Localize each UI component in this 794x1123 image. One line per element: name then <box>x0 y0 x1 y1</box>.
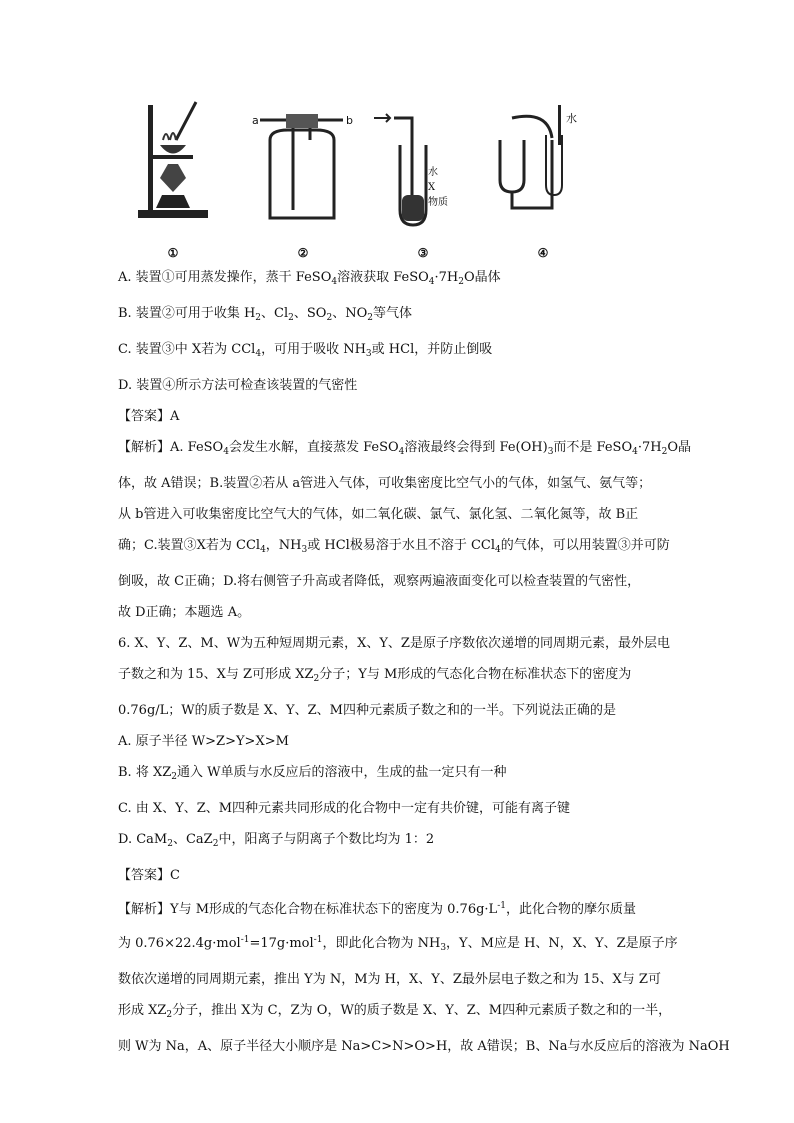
text-run: 6. X、Y、Z、M、W为五种短周期元素，X、Y、Z是原子序数依次递增的同周期元素，最外层电 <box>118 636 670 651</box>
q5-analysis-line <box>118 468 684 499</box>
subscript: 4 <box>632 447 638 457</box>
figure-1 <box>118 100 228 260</box>
text-run: ，Y、M应是 H、N，X、Y、Z是原子序 <box>446 936 678 951</box>
q6-option-c <box>118 793 684 824</box>
text-run: ·7H <box>637 440 662 455</box>
text-run: 溶液获取 FeSO <box>337 270 429 285</box>
q6-option-b <box>118 757 684 793</box>
text-run: 确；C.装置③X若为 CCl <box>118 538 261 553</box>
q6-stem-line <box>118 659 684 695</box>
text-run: 等气体 <box>372 306 412 321</box>
text-run: 或 HCl，并防止倒吸 <box>371 342 493 357</box>
absorption-test-tube-icon <box>368 100 478 230</box>
text-run: 【解析】Y与 M形成的气态化合物在标准状态下的密度为 0.76g·L <box>118 902 498 917</box>
q6-stem-line <box>118 695 684 726</box>
q5-analysis-line <box>118 530 684 566</box>
water-label: 水 <box>566 112 577 125</box>
text-run: 分子，推出 X为 C，Z为 O，W的质子数是 X、Y、Z、M四种元素质子数之和的一半， <box>172 1003 672 1018</box>
text-run: 、SO <box>293 306 327 321</box>
q5-analysis-line <box>118 499 684 530</box>
tube-a-label: a <box>252 114 259 127</box>
text-run: 为 0.76×22.4g·mol <box>118 936 241 951</box>
text-run: 0.76g/L；W的质子数是 X、Y、Z、M四种元素质子数之和的一半。下列说法正确的是 <box>118 703 616 718</box>
figure-2-label: ② <box>297 246 309 260</box>
liquid-x-label: X <box>428 182 436 193</box>
subscript: 4 <box>255 349 262 359</box>
text-run: 通入 W单质与水反应后的溶液中，生成的盐一定只有一种 <box>176 765 507 780</box>
text-run: 体，故 A错误；B.装置②若从 a管进入气体，可收集密度比空气小的气体，如氢气、氨气等； <box>118 476 652 491</box>
q5-analysis-line <box>118 432 692 468</box>
subscript: 2 <box>367 313 373 323</box>
q6-analysis-line <box>118 1031 730 1062</box>
text-run: =17g·mol <box>249 936 314 951</box>
subscript: 3 <box>365 349 372 359</box>
q6-analysis-line <box>118 925 684 964</box>
subscript: 4 <box>495 545 501 555</box>
subscript: 2 <box>212 839 219 849</box>
text-run: A. 原子半径 W>Z>Y>X>M <box>118 734 289 749</box>
subscript: 3 <box>440 943 447 953</box>
text-run: 分子；Y与 M形成的气态化合物在标准状态下的密度为 <box>319 667 632 682</box>
q5-answer: 【答案】A <box>118 409 180 424</box>
text-run: 会发生水解，直接蒸发 FeSO <box>228 440 399 455</box>
text-run: ，此化合物的摩尔质量 <box>505 902 636 917</box>
subscript: 2 <box>661 447 668 457</box>
text-run: D. 装置④所示方法可检查该装置的气密性 <box>118 378 358 393</box>
text-run: 数依次递增的同周期元素，推出 Y为 N，M为 H，X、Y、Z最外层电子数之和为 15、X与 Z可 <box>118 972 661 987</box>
text-run: 溶液最终会得到 Fe(OH) <box>404 440 548 455</box>
subscript: 4 <box>223 447 229 457</box>
subscript: 2 <box>166 1010 173 1020</box>
subscript: 4 <box>398 447 405 457</box>
figure-2 <box>248 100 358 260</box>
text-run: 从 b管进入可收集密度比空气大的气体，如二氧化碳、氯气、氯化氢、二氧化氮等，故 B正 <box>118 507 639 522</box>
subscript: 2 <box>171 772 177 782</box>
text-run: O晶 <box>667 440 692 455</box>
q5-option-d <box>118 370 684 401</box>
figure-3 <box>368 100 478 260</box>
evaporating-dish-apparatus-icon <box>118 100 228 230</box>
subscript: 2 <box>288 313 294 323</box>
text-run: 则 W为 Na，A、原子半径大小顺序是 Na>C>N>O>H，故 A错误；B、Na与水反应后的溶液为 NaOH <box>118 1039 730 1054</box>
text-run: 【解析】A. FeSO <box>118 440 224 455</box>
gas-washing-bottle-icon <box>248 100 358 230</box>
liquid-top-label: 水 <box>428 167 438 178</box>
liquid-bottom-label: 物质 <box>428 197 448 208</box>
q6-analysis-line <box>118 995 684 1031</box>
superscript: -1 <box>313 935 323 945</box>
q5-analysis-line <box>118 597 684 628</box>
figure-1-label: ① <box>167 246 179 260</box>
text-run: D. CaM <box>118 832 168 847</box>
text-run: O晶体 <box>464 270 501 285</box>
text-run: 形成 XZ <box>118 1003 167 1018</box>
text-run: 故 D正确；本题选 A。 <box>118 605 251 620</box>
q6-analysis-line <box>118 964 684 995</box>
superscript: -1 <box>240 935 250 945</box>
subscript: 4 <box>331 277 338 287</box>
text-run: ，可用于吸收 NH <box>261 342 366 357</box>
text-run: ·7H <box>434 270 459 285</box>
text-run: 的气体，可以用装置③并可防 <box>500 538 670 553</box>
subscript: 2 <box>255 313 262 323</box>
figure-4-label: ④ <box>537 246 549 260</box>
subscript: 3 <box>301 545 308 555</box>
subscript: 4 <box>260 545 266 555</box>
text-run: C. 由 X、Y、Z、M四种元素共同形成的化合物中一定有共价键，可能有离子键 <box>118 801 571 816</box>
text-run: A. 装置①可用蒸发操作，蒸干 FeSO <box>118 270 332 285</box>
subscript: 3 <box>547 447 554 457</box>
question-text <box>118 262 730 1062</box>
text-run: 而不是 FeSO <box>553 440 633 455</box>
q5-option-c <box>118 334 684 370</box>
text-run: ，NH <box>265 538 302 553</box>
q5-option-b <box>118 298 684 334</box>
subscript: 4 <box>428 277 435 287</box>
text-run: 、NO <box>332 306 368 321</box>
text-run: 、CaZ <box>172 832 213 847</box>
text-run: 倒吸，故 C正确；D.将右侧管子升高或者降低，观察两遍液面变化可以检查装置的气密性， <box>118 574 641 589</box>
text-run: 子数之和为 15、X与 Z可形成 XZ <box>118 667 314 682</box>
apparatus-figure-row <box>118 100 638 260</box>
q6-option-d <box>118 824 684 860</box>
subscript: 2 <box>167 839 173 849</box>
text-run: ，即此化合物为 NH <box>322 936 441 951</box>
figure-4 <box>488 100 598 260</box>
text-run: 或 HCl极易溶于水且不溶于 CCl <box>307 538 496 553</box>
q6-option-a <box>118 726 684 757</box>
tube-b-label: b <box>346 114 353 127</box>
q6-analysis-line <box>118 891 684 925</box>
subscript: 2 <box>326 313 333 323</box>
subscript: 2 <box>313 674 320 684</box>
subscript: 2 <box>458 277 465 287</box>
figure-3-label: ③ <box>417 246 429 260</box>
q6-stem-line <box>118 628 684 659</box>
q6-answer: 【答案】C <box>118 868 180 883</box>
q5-analysis-line <box>118 566 684 597</box>
text-run: 、Cl <box>261 306 289 321</box>
u-tube-airtightness-icon <box>488 100 598 230</box>
text-run: B. 装置②可用于收集 H <box>118 306 256 321</box>
text-run: B. 将 XZ <box>118 765 172 780</box>
text-run: 中，阳离子与阴离子个数比均为 1：2 <box>218 832 435 847</box>
text-run: C. 装置③中 X若为 CCl <box>118 342 256 357</box>
superscript: -1 <box>497 901 506 911</box>
q5-option-a <box>118 262 684 298</box>
